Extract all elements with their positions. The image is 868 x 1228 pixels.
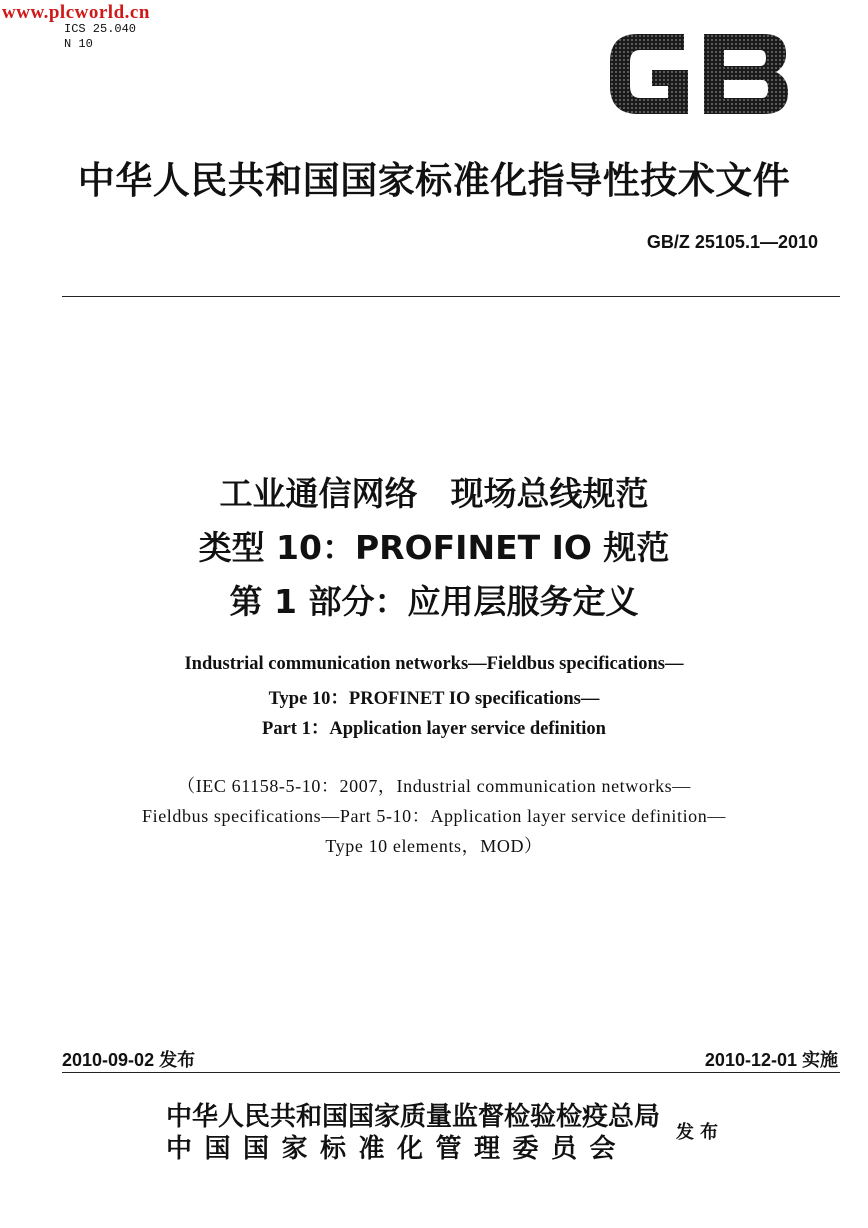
top-divider bbox=[62, 296, 840, 297]
issuer-line-2: 中国国家标准化管理委员会 bbox=[166, 1134, 629, 1164]
standard-number: GB/Z 25105.1—2010 bbox=[646, 232, 818, 252]
bottom-divider bbox=[62, 1072, 840, 1073]
gb-logo bbox=[606, 26, 792, 122]
ccs-code: N 10 bbox=[64, 37, 93, 51]
english-title-line-1: Industrial communication networks—Fieldbus specifications— bbox=[184, 654, 684, 674]
gb-logo-letter-b bbox=[704, 34, 788, 114]
ics-code: ICS 25.040 bbox=[64, 22, 137, 36]
chinese-title-line-1: 工业通信网络 现场总线规范 bbox=[219, 474, 649, 513]
issued-by-label: 发布 bbox=[676, 1122, 724, 1143]
implementation-date: 2010-12-01 实施 bbox=[704, 1050, 838, 1070]
chinese-title-line-2: 类型 10：PROFINET IO 规范 bbox=[198, 528, 670, 567]
issuer-line-1: 中华人民共和国国家质量监督检验检疫总局 bbox=[166, 1102, 661, 1132]
chinese-title-line-3: 第 1 部分：应用层服务定义 bbox=[229, 582, 639, 621]
english-title-line-3: Part 1：Application layer service definition bbox=[262, 719, 606, 739]
english-title-line-2: Type 10：PROFINET IO specifications— bbox=[268, 689, 600, 709]
watermark-text: www.plcworld.cn bbox=[2, 2, 150, 23]
identical-standard-line-3: Type 10 elements，MOD） bbox=[325, 836, 543, 856]
identical-standard-line-2: Fieldbus specifications—Part 5-10：Application layer service definition— bbox=[142, 806, 726, 826]
gb-logo-letter-g bbox=[610, 34, 688, 114]
identical-standard-line-1: （IEC 61158-5-10：2007，Industrial communication networks— bbox=[177, 776, 691, 796]
document-type-heading: 中华人民共和国国家标准化指导性技术文件 bbox=[77, 159, 791, 202]
issue-date: 2010-09-02 发布 bbox=[62, 1050, 196, 1070]
